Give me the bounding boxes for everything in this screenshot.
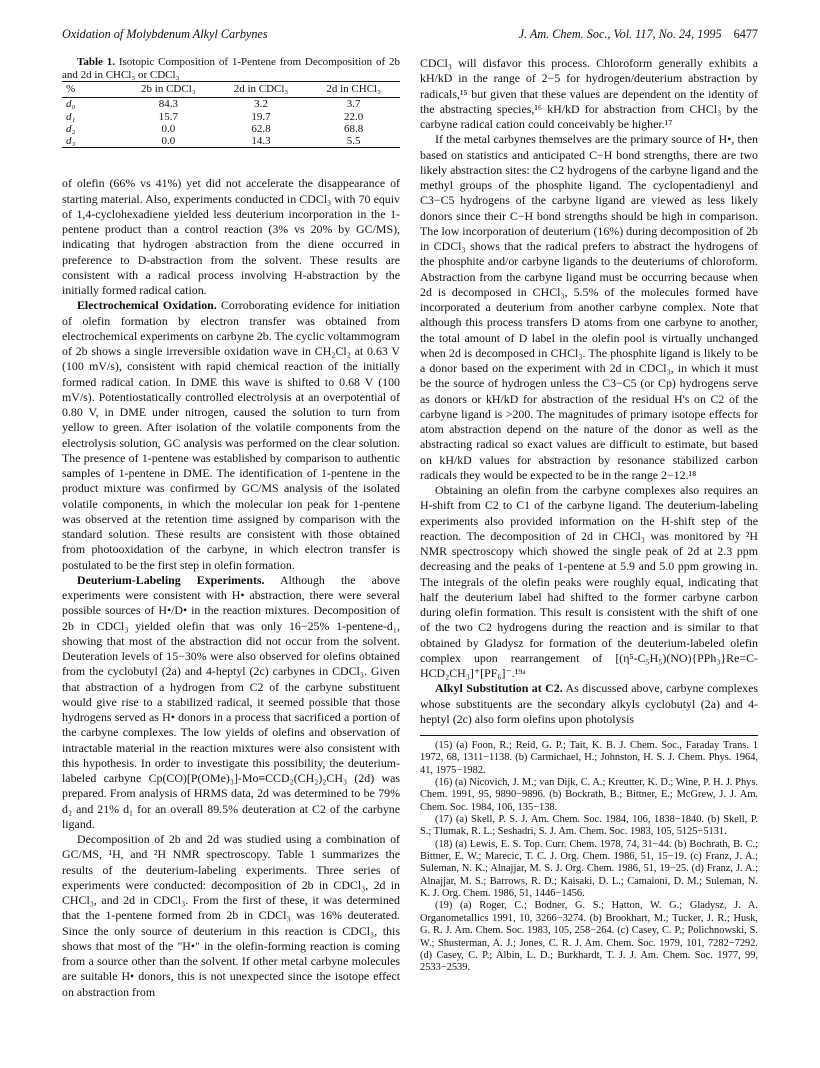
table-cell: d₂: [66, 122, 76, 135]
paragraph-text: As discussed above, carbyne complexes whose substituents are the secondary alkyls cyclobutyl (2a) and 4-heptyl (2c) also form olefins upon photolysis: [420, 681, 758, 726]
body-paragraph: [62, 298, 400, 573]
isotope-table: [62, 81, 400, 148]
table-cell: 84.3: [158, 98, 178, 111]
table-cell: 62.8: [251, 122, 271, 135]
reference-item: (19) (a) Roger, C.; Bodner, G. S.; Hatton, W. G.; Gladysz, J. A. Organometallics 1991, 10, 3266−3274. (b) Brookhart, M.; Tucker, J. R.; Husk, G. R. J. Am. Chem. Soc. 1983, 105, 258−264. (c) Casey, C. P.; Polichnowski, S. W.; Shusterman, A. J.; Jones, C. R. J. Am. Chem. Soc. 1979, 101, 7282−7292. (d) Casey, C. P.; Albin, L. D.; Burkhardt, T. J. J. Am. Chem. Soc. 1977, 99, 2533−2539.: [420, 900, 758, 974]
reference-item: (18) (a) Lewis, E. S. Top. Curr. Chem. 1978, 74, 31−44. (b) Bochrath, B. C.; Bittner, E. W.; Marecic, T. C. J. Org. Chem. 1986, 51, 15−19. (c) Franz, J. A.; Suleman, N. K.; Alnajjar, M. S. J. Org. Chem. 1986, 51, 19−25. (d) Franz, J. A.; Alnajjar, M. S.; Barrows, R. D.; Kaisaki, D. L.; Camaioni, D. M.; Suleman, N. K. J. Org. Chem. 1986, 51, 1446−1456.: [420, 838, 758, 900]
body-paragraph: Decomposition of 2b and 2d was studied using a combination of GC/MS, ¹H, and ²H NMR spectroscopy. Table 1 summarizes the results of the deuterium-labeling experiments. Three series of experiments were conducted: decomposition of 2b in CDCl₃, 2d in CHCl₃, and 2d in CDCl₃. From the first of these, it was determined that the 1-pentene formed from 2b in CDCl₃ was 16% deuterated. Since the only source of deuterium in this reaction is CDCl₃, this shows that most of the "H•" in the olefin-forming reaction is coming from a source other than the solvent. If other metal carbyne molecules are suitable H• donors, this is not unexpected since the isotope effect on abstraction from: [62, 832, 400, 999]
table-cell: 14.3: [251, 135, 271, 148]
page-number: 6477: [733, 27, 758, 41]
table-header-cell: 2d in CDCl₃: [215, 82, 308, 98]
left-column: [62, 56, 400, 1000]
table-cell: d₃: [66, 135, 76, 148]
table-row: [62, 135, 400, 148]
body-paragraph: CDCl₃ will disfavor this process. Chloroform generally exhibits a kH/kD in the range of 2−5 for hydrogen/deuterium abstraction by radicals,¹⁵ but given that these values are dependent on the identity of the abstracting species,¹⁶ kH/kD for abstraction from CHCl₃ by the carbyne radical cation could conceivably be higher.¹⁷: [420, 56, 758, 131]
section-heading: Deuterium-Labeling Experiments.: [77, 572, 265, 587]
body-paragraph: Obtaining an olefin from the carbyne complexes also requires an H-shift from C2 to C1 of the carbyne ligand. The deuterium-labeling experiments also provided information on the H-shift step of the reaction. The decomposition of 2d in CHCl₃ was monitored by ²H NMR spectroscopy which showed the single peak of 2d at 2.3 ppm decreasing and the peaks of 1-pentene at 5.9 and 5.0 ppm growing in. The integrals of the olefin peaks were roughly equal, indicating that half the deuterium label had shifted to the former carbyne carbon during olefin formation. This result is consistent with the shift of one of the two C2 hydrogens during the reaction and is similar to that obtained by Gladysz for formation of the deuterium-labeled olefin complex upon rearrangement of [(η⁵-C₅H₅)(NO){PPh₃}Re=C-HCD₂CH₃]⁺[PF₆]⁻.¹⁹ᵃ: [420, 483, 758, 680]
body-paragraph: of olefin (66% vs 41%) yet did not accelerate the disappearance of starting material. Also, experiments conducted in CDCl₃ with 70 equiv of 1,4-cyclohexadiene yielded less deuterium incorporation in the 1-pentene product than a control reaction (3% vs 20% by GC/MS), indicating that hydrogen abstraction from the diene occurred in preference to D-abstraction from the solvent. These results are consistent with a radical process involving H-abstraction by the initially formed radical cation.: [62, 176, 400, 298]
running-head-title: Oxidation of Molybdenum Alkyl Carbynes: [62, 27, 268, 41]
table-cell: 15.7: [158, 110, 178, 123]
paragraph-text: Corroborating evidence for initiation of olefin formation by electron transfer was obtained from electrochemical experiments on carbyne 2b. The cyclic voltammogram of 2b shows a single irreversible oxidation wave in CH₂Cl₂ at 0.63 V (100 mV/s), consistent with rapid chemical reaction of the initially formed radical cation. In DME this wave is shifted to 0.68 V (100 mV/s). Potentiostatically controlled electrolysis at an overpotential of 0.80 V, in DME under nitrogen, caused the solution to turn from yellow to green. After isolation of the volatile components from the electrolysis solution, GC analysis was performed on the clear solution. The presence of 1-pentene was established by comparison to authentic samples of 1-pentene in DME. The identification of 1-pentene in the product mixture was confirmed by GC/MS analysis of the isolated volatile components, in which the molecular ion peak for 1-pentene was observed at the retention time assigned by comparison with the standard solution. These results are consistent with those obtained from photooxidation of the carbyne, in which electron transfer is postulated to be the first step in olefin formation.: [62, 298, 401, 572]
running-head: [62, 27, 758, 45]
table-header-cell: 2b in CDCl₃: [122, 82, 215, 98]
section-heading: Alkyl Substitution at C2.: [435, 681, 563, 696]
table-cell: 3.2: [254, 98, 268, 111]
table-header-cell: 2d in CHCl₃: [307, 82, 400, 98]
table-cell: 0.0: [161, 135, 176, 148]
table-caption: [62, 56, 400, 81]
right-column: [420, 56, 758, 975]
table-cell: 19.7: [251, 110, 271, 123]
body-paragraph: If the metal carbynes themselves are the primary source of H•, then based on statistics and anticipated C−H bond strengths, there are two likely abstraction sites: the C2 hydrogens of the carbyne ligand and the methyl groups of the phosphite ligand. The cyclopentadienyl and C3−C5 hydrogens of the carbyne ligand are viewed as less likely donors since their C−H bond strengths should be high in comparison. The low incorporation of deuterium (16%) during decomposition of 2b in CDCl₃ shows that the radical prefers to abstract the hydrogens of the phosphite and/or carbyne ligands to the deuteriums of chloroform. Abstraction from the carbyne ligand must be occurring because when 2d is decomposed in CHCl₃, 5.5% of the molecules formed have incorporated a deuterium from another carbyne complex. Note that although this process transfers D atoms from one carbyne to another, the total amount of D label in the olefin pool is virtually unchanged when 2d is decomposed in CHCl₃. The phosphite ligand is likely to be a donor based on the experiment with 2d in CDCl₃, in which it must be the source of hydrogen unless the C3−C5 (or Cp) hydrogens serve as donors or kH/kD for abstraction of the residual H's on C2 of the carbyne ligand is >200. The magnitudes of primary isotope effects for atom abstraction depend on the nature of the donor as well as the abstracting radical so exact values are difficult to estimate, but based on kH/kD values for abstraction by resonance stabilized carbon radicals they would be expected to be in the range 2−12.¹⁸: [420, 132, 758, 482]
table-row: [62, 123, 400, 135]
journal-citation: J. Am. Chem. Soc., Vol. 117, No. 24, 1995: [518, 27, 722, 41]
references: [420, 735, 758, 975]
reference-item: (15) (a) Foon, R.; Reid, G. P.; Tait, K. B. J. Chem. Soc., Faraday Trans. 1 1972, 68, 1311−1138. (b) Carmichael, H.; Johnston, H. S. J. Chem. Phys. 1964, 41, 1975−1982.: [420, 740, 758, 776]
table-header-row: [62, 82, 400, 98]
table-cell: 5.5: [346, 135, 361, 148]
table-row: [62, 111, 400, 123]
table-cell: d₁: [66, 110, 76, 123]
table-cell: 68.8: [344, 122, 364, 135]
table-row: [62, 98, 400, 111]
table-label: Table 1.: [77, 56, 115, 68]
table-header-cell: %: [62, 82, 122, 98]
reference-item: (16) (a) Nicovich, J. M.; van Dijk, C. A.; Kreutter, K. D.; Wine, P. H. J. Phys. Chem. 1991, 95, 9890−9896. (b) Bockrath, B.; Bittner, E.; McGrew, J. J. Am. Chem. Soc. 1984, 106, 135−138.: [420, 777, 758, 813]
table-cell: 0.0: [161, 122, 176, 135]
reference-item: (17) (a) Skell, P. S. J. Am. Chem. Soc. 1984, 106, 1838−1840. (b) Skell, P. S.; Tlumak, R. L.; Seshadri, S. J. Am. Chem. Soc. 1983, 105, 5125−5131.: [420, 814, 758, 838]
body-paragraph: [62, 573, 400, 832]
table-caption-text: Isotopic Composition of 1-Pentene from Decomposition of 2b and 2d in CHCl₃ or CDCl₃: [62, 56, 401, 81]
running-head-journal: [519, 27, 758, 42]
table-cell: 3.7: [346, 98, 361, 111]
paragraph-text: Although the above experiments were consistent with H• abstraction, there were several possible sources of H•/D• in the reaction mixtures. Decomposition of 2b in CDCl₃ yielded olefin that was only 16−25% 1-pentene-d₁, showing that most of the abstraction did not occur from the solvent. Deuteration levels of 15−30% were also observed for olefins obtained from the cyclobutyl (2a) and 4-heptyl (2c) carbynes in CDCl₃. Given that abstraction of a hydrogen from C2 of the carbyne substituent would give rise to a stabilized radical, it seemed possible that those hydrogens served as H• donors in a process that sacrificed a portion of the carbyne complexes. The low yields of olefins and observation of intractable material in the reaction mixtures were also consistent with this hypothesis. In order to investigate this possibility, the deuterium-labeled carbyne Cp(CO)[P(OMe)₃]-Mo≡CCD₂(CH₂)₂CH₃ (2d) was prepared. From analysis of HRMS data, 2d was determined to be 79% d₂ and 21% d₁ for an overall 89.5% deuteration at C2 of the carbyne ligand.: [62, 572, 400, 831]
table-cell: d₀: [66, 98, 76, 111]
table-cell: 22.0: [344, 110, 364, 123]
body-paragraph: [420, 681, 758, 727]
section-heading: Electrochemical Oxidation.: [77, 298, 217, 313]
